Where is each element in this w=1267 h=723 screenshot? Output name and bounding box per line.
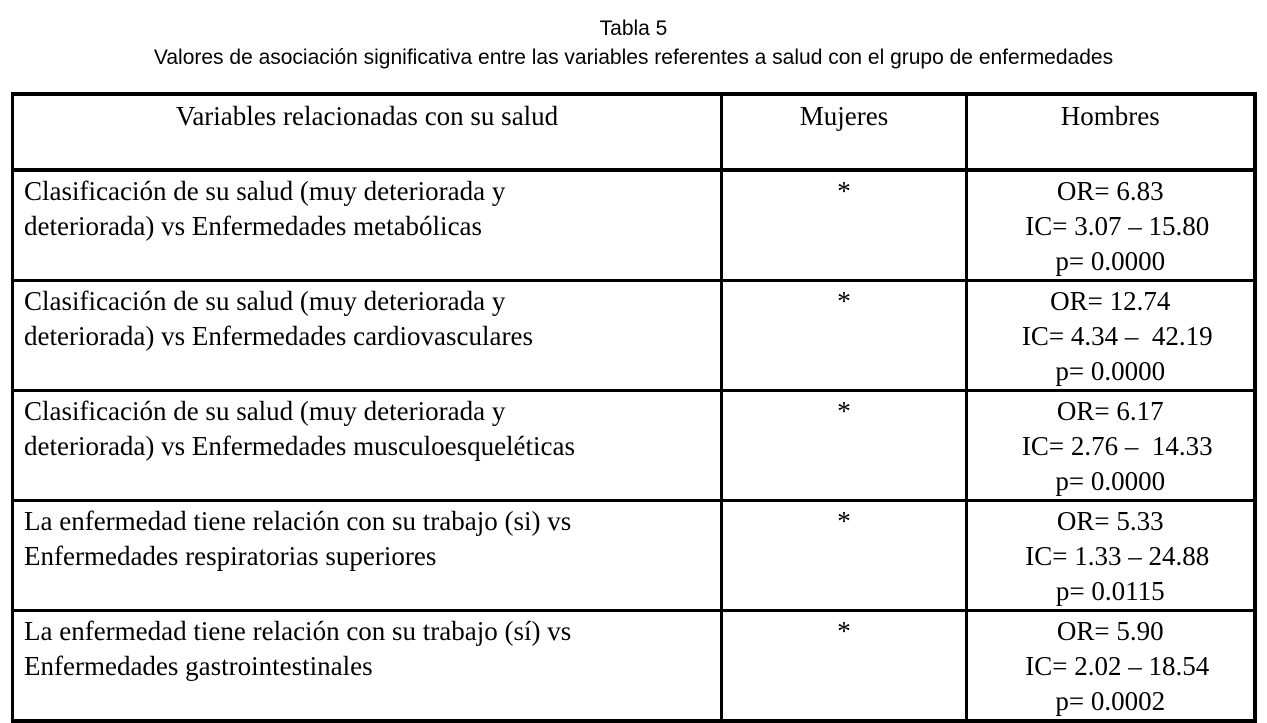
hombres-cell xyxy=(967,501,1255,611)
variable-line: deteriorada) vs Enfermedades musculoesqueléticas xyxy=(24,431,576,461)
odds-ratio: OR= 5.90 xyxy=(1056,616,1164,646)
table-row xyxy=(13,501,1255,611)
odds-ratio: OR= 6.17 xyxy=(1056,396,1164,426)
p-value: p= 0.0000 xyxy=(1055,356,1166,386)
mujeres-cell: * xyxy=(722,391,967,501)
variable-cell xyxy=(13,501,722,611)
hombres-cell xyxy=(967,391,1255,501)
hombres-cell xyxy=(967,611,1255,722)
variable-line: Clasificación de su salud (muy deteriorada y xyxy=(24,396,506,426)
variable-cell xyxy=(13,611,722,722)
variable-line: Clasificación de su salud (muy deteriorada y xyxy=(24,286,506,316)
odds-ratio: OR= 6.83 xyxy=(1056,176,1164,206)
odds-ratio: OR= 5.33 xyxy=(1056,506,1164,536)
variable-line: La enfermedad tiene relación con su trabajo (si) vs xyxy=(24,506,572,536)
header-variables: Variables relacionadas con su salud xyxy=(13,94,722,170)
variable-line: deteriorada) vs Enfermedades metabólicas xyxy=(24,211,483,241)
mujeres-cell: * xyxy=(722,170,967,281)
hombres-cell xyxy=(967,170,1255,281)
variable-line: Clasificación de su salud (muy deteriorada y xyxy=(24,176,506,206)
variable-line: Enfermedades respiratorias superiores xyxy=(24,541,437,571)
odds-ratio: OR= 12.74 xyxy=(1050,286,1171,316)
variable-line: deteriorada) vs Enfermedades cardiovasculares xyxy=(24,321,533,351)
confidence-interval: IC= 2.02 – 18.54 xyxy=(1025,651,1210,681)
table-row xyxy=(13,391,1255,501)
data-table xyxy=(11,92,1257,723)
mujeres-cell: * xyxy=(722,611,967,722)
table-row xyxy=(13,611,1255,722)
table-row xyxy=(13,170,1255,281)
p-value: p= 0.0000 xyxy=(1055,246,1166,276)
table-title: Valores de asociación significativa entre las variables referentes a salud con el grupo de enfermedades xyxy=(153,46,1114,69)
p-value: p= 0.0000 xyxy=(1055,466,1166,496)
mujeres-cell: * xyxy=(722,501,967,611)
p-value: p= 0.0002 xyxy=(1055,686,1166,716)
confidence-interval: IC= 2.76 – 14.33 xyxy=(1021,431,1213,461)
header-row xyxy=(13,94,1255,170)
confidence-interval: IC= 1.33 – 24.88 xyxy=(1025,541,1210,571)
p-value: p= 0.0115 xyxy=(1055,576,1165,606)
variable-line: Enfermedades gastrointestinales xyxy=(24,651,373,681)
variable-line: La enfermedad tiene relación con su trabajo (sí) vs xyxy=(24,616,572,646)
table-row xyxy=(13,281,1255,391)
mujeres-cell: * xyxy=(722,281,967,391)
table-label: Tabla 5 xyxy=(599,17,668,40)
confidence-interval: IC= 3.07 – 15.80 xyxy=(1025,211,1210,241)
hombres-cell xyxy=(967,281,1255,391)
variable-cell xyxy=(13,170,722,281)
variable-cell xyxy=(13,281,722,391)
variable-cell xyxy=(13,391,722,501)
confidence-interval: IC= 4.34 – 42.19 xyxy=(1021,321,1213,351)
header-hombres: Hombres xyxy=(967,94,1255,170)
header-mujeres: Mujeres xyxy=(722,94,967,170)
